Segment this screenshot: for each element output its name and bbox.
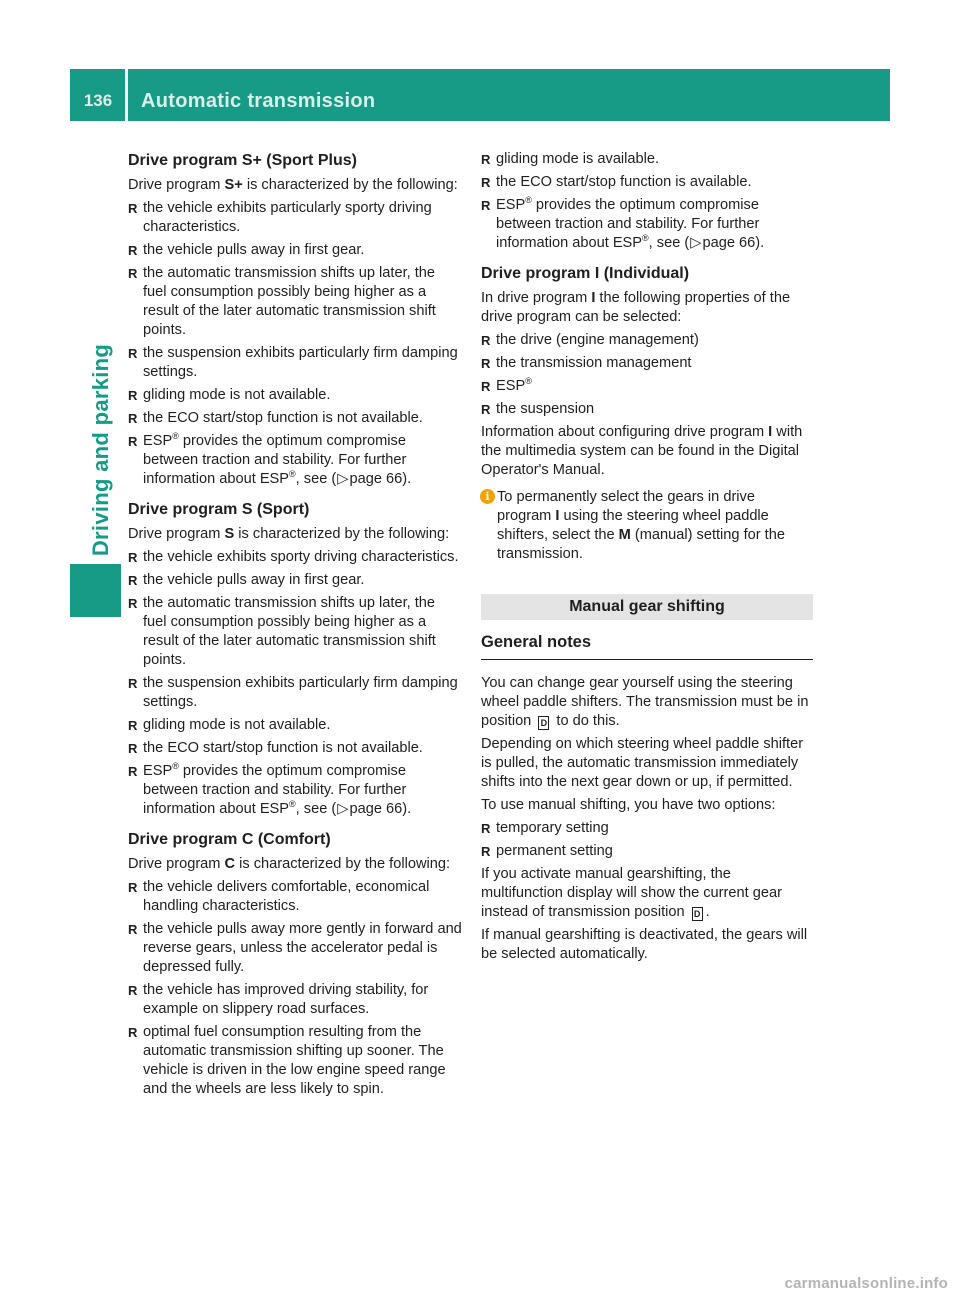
list-item: R temporary setting [481,819,813,838]
list-item: R the vehicle exhibits sporty driving characteristics. [128,548,462,567]
page-ref-link[interactable]: page 66 [349,471,403,487]
page-ref-icon: ▷ [337,471,349,487]
list-item: R the drive (engine management) [481,331,813,350]
intro-sport-plus: Drive program S+ is characterized by the following: [128,177,458,193]
general-notes-p1: You can change gear yourself using the steering wheel paddle shifters. The transmission must be in position D to do this. [481,675,809,729]
page-number: 136 [83,91,113,110]
general-notes-p5: If manual gearshifting is deactivated, the gears will be selected automatically. [481,927,808,962]
list-item: R gliding mode is available. [481,150,813,169]
intro-individual: In drive program I the following properties of the drive program can be selected: [481,290,791,325]
list-item: R the automatic transmission shifts up later, the fuel consumption possibly being higher as a result of the later automatic transmission shift points. [128,594,462,670]
watermark: carmanualsonline.info [784,1275,948,1292]
heading-sport-plus: Drive program S+ (Sport Plus) [128,152,357,169]
list-item: R the vehicle exhibits particularly sporty driving characteristics. [128,199,462,237]
list-item: R the vehicle has improved driving stability, for example on slippery road surfaces. [128,981,462,1019]
list-item: R the vehicle pulls away in first gear. [128,571,462,590]
list-item-esp: R ESP® provides the optimum compromise between traction and stability. For further information about ESP®, see (▷page 66). [481,196,813,253]
page-ref-link[interactable]: page 66 [702,235,756,251]
list-item: R the automatic transmission shifts up later, the fuel consumption possibly being higher as a result of the later automatic transmission shift points. [128,264,462,340]
page-ref-link[interactable]: page 66 [349,801,403,817]
list-item: R the suspension [481,400,813,419]
side-tab-marker [70,564,121,617]
list-item-esp: R ESP® provides the optimum compromise between traction and stability. For further information about ESP®, see (▷page 66). [128,432,462,489]
page-ref-icon: ▷ [337,801,349,817]
list-options [481,819,813,861]
chapter-title: Automatic transmission [141,90,376,112]
list-item: R the vehicle pulls away more gently in forward and reverse gears, unless the accelerator pedal is depressed fully. [128,920,462,977]
section-title-manual-gear-shifting: Manual gear shifting [481,594,813,620]
list-item: R the ECO start/stop function is not available. [128,739,462,758]
list-item: R gliding mode is not available. [128,716,462,735]
header-divider [125,69,128,121]
list-comfort-continued [481,150,813,253]
page-ref-icon: ▷ [690,235,702,251]
right-column [481,150,813,968]
list-individual [481,331,813,419]
general-notes-p2: Depending on which steering wheel paddle shifter is pulled, the automatic transmission immediately shifts into the next gear down or up, if permitted. [481,736,804,790]
list-item-esp: R ESP® provides the optimum compromise between traction and stability. For further information about ESP®, see (▷page 66). [128,762,462,819]
left-column [128,150,462,1103]
list-item: R the vehicle pulls away in first gear. [128,241,462,260]
list-item: R the transmission management [481,354,813,373]
info-icon: i [480,489,495,504]
heading-individual: Drive program I (Individual) [481,265,690,282]
list-item: R the vehicle delivers comfortable, economical handling characteristics. [128,878,462,916]
list-item: R permanent setting [481,842,813,861]
list-sport-plus [128,199,462,489]
list-sport [128,548,462,819]
general-notes-p4: If you activate manual gearshifting, the multifunction display will show the current gear instead of transmission position D . [481,866,782,920]
info-individual: Information about configuring drive program I with the multimedia system can be found in the Digital Operator's Manual. [481,424,803,478]
list-item: R the ECO start/stop function is not available. [128,409,462,428]
list-item: R the suspension exhibits particularly firm damping settings. [128,344,462,382]
gear-position-d-icon: D [538,716,549,730]
list-item: R the suspension exhibits particularly firm damping settings. [128,674,462,712]
list-item: R gliding mode is not available. [128,386,462,405]
heading-comfort: Drive program C (Comfort) [128,831,331,848]
info-note: i To permanently select the gears in drive program I using the steering wheel paddle shifters, select the M (manual) setting for the transmission. [481,488,813,564]
list-item-esp: R ESP® [481,377,813,396]
heading-general-notes: General notes [481,630,813,660]
side-tab-label: Driving and parking [88,343,113,557]
general-notes-p3: To use manual shifting, you have two options: [481,797,776,813]
intro-sport: Drive program S is characterized by the following: [128,526,450,542]
intro-comfort: Drive program C is characterized by the following: [128,856,451,872]
heading-sport: Drive program S (Sport) [128,501,310,518]
list-item: R the ECO start/stop function is available. [481,173,813,192]
list-comfort [128,878,462,1099]
list-item: R optimal fuel consumption resulting from the automatic transmission shifting up sooner. The vehicle is driven in the low engine speed range and the wheels are less likely to spin. [128,1023,462,1099]
gear-position-d-icon: D [692,907,703,921]
